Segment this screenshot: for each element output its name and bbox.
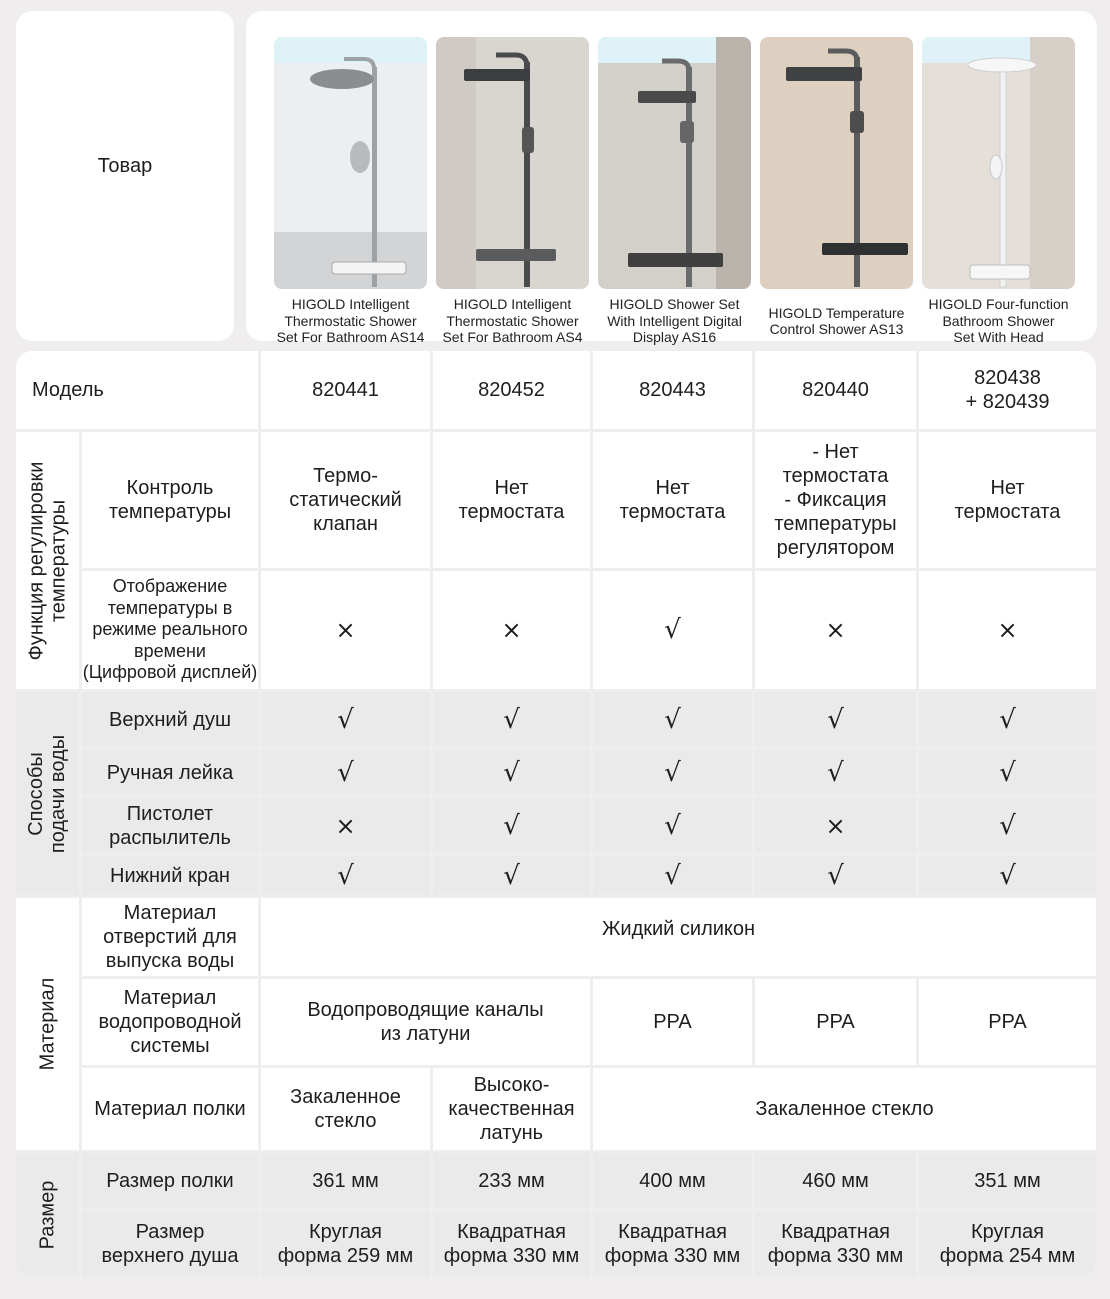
temp-display-mark: × xyxy=(261,571,430,689)
head-size-value: Квадратная форма 330 мм xyxy=(755,1211,916,1277)
shelf-material-value: Закаленное стекло xyxy=(593,1068,1096,1150)
head-size-value: Квадратная форма 330 мм xyxy=(433,1211,590,1277)
holes-material-label: Материал отверстий для выпуска воды xyxy=(82,898,258,976)
product-name-5: HIGOLD Four-function Bathroom Shower Set With Head xyxy=(928,296,1069,346)
water-mark: √ xyxy=(261,856,430,895)
model-value: 820440 xyxy=(755,351,916,429)
product-name-1: HIGOLD Intelligent Thermostatic Shower Set For Bathroom AS14 xyxy=(276,296,425,346)
water-mark: × xyxy=(755,798,916,853)
shelf-material-value: Высоко- качественная латунь xyxy=(433,1068,590,1150)
product-image-5 xyxy=(922,37,1075,289)
temp-control-value: Нет термостата xyxy=(919,432,1096,568)
water-mark: √ xyxy=(261,692,430,747)
head-size-value: Круглая форма 259 мм xyxy=(261,1211,430,1277)
temp-control-label: Контроль температуры xyxy=(82,432,258,568)
shelf-size-value: 400 мм xyxy=(593,1153,752,1208)
water-mark: √ xyxy=(919,750,1096,795)
water-group-label: Способы подачи воды xyxy=(16,692,79,895)
water-mark: √ xyxy=(433,750,590,795)
product-name-3: HIGOLD Shower Set With Intelligent Digital Display AS16 xyxy=(607,296,742,346)
product-label: Товар xyxy=(97,154,153,177)
model-value: 820438 + 820439 xyxy=(919,351,1096,429)
water-row-label: Нижний кран xyxy=(82,856,258,895)
shelf-material-value: Закаленное стекло xyxy=(261,1068,430,1150)
product-image-2 xyxy=(436,37,589,289)
water-row-label: Ручная лейка xyxy=(82,750,258,795)
temp-display-mark: × xyxy=(755,571,916,689)
shelf-size-value: 460 мм xyxy=(755,1153,916,1208)
temp-control-value: - Нет термостата - Фиксация температуры регулятором xyxy=(755,432,916,568)
water-row-label: Верхний душ xyxy=(82,692,258,747)
temp-control-value: Нет термостата xyxy=(593,432,752,568)
product-label-card xyxy=(16,11,234,341)
shelf-material-label: Материал полки xyxy=(82,1068,258,1150)
temp-control-value: Термо- статический клапан xyxy=(261,432,430,568)
temp-display-mark: √ xyxy=(593,571,752,689)
product-name-2: HIGOLD Intelligent Thermostatic Shower Set For Bathroom AS4 xyxy=(442,296,583,346)
water-row-label: Пистолет распылитель xyxy=(82,798,258,853)
water-mark: × xyxy=(261,798,430,853)
water-mark: √ xyxy=(593,798,752,853)
water-mark: √ xyxy=(919,798,1096,853)
shelf-size-label: Размер полки xyxy=(82,1153,258,1208)
product-images-card xyxy=(246,11,1097,346)
holes-material-value: Жидкий силикон xyxy=(261,898,1096,960)
material-group-label: Материал xyxy=(16,898,79,1150)
water-mark: √ xyxy=(755,750,916,795)
shelf-size-value: 351 мм xyxy=(919,1153,1096,1208)
product-image-1 xyxy=(274,37,427,289)
plumbing-material-value: PPA xyxy=(755,979,916,1065)
product-image-4 xyxy=(760,37,913,289)
plumbing-material-label: Материал водопроводной системы xyxy=(82,979,258,1065)
shelf-size-value: 361 мм xyxy=(261,1153,430,1208)
product-name-4: HIGOLD Temperature Control Shower AS13 xyxy=(768,304,905,337)
model-value: 820441 xyxy=(261,351,430,429)
water-mark: √ xyxy=(593,750,752,795)
water-mark: √ xyxy=(919,856,1096,895)
head-size-value: Круглая форма 254 мм xyxy=(919,1211,1096,1277)
head-size-label: Размер верхнего душа xyxy=(82,1211,258,1277)
water-mark: √ xyxy=(593,856,752,895)
water-mark: √ xyxy=(261,750,430,795)
water-mark: √ xyxy=(755,856,916,895)
model-value: 820452 xyxy=(433,351,590,429)
holes-material-value-extension xyxy=(261,958,1096,976)
water-mark: √ xyxy=(433,856,590,895)
head-size-value: Квадратная форма 330 мм xyxy=(593,1211,752,1277)
model-value: 820443 xyxy=(593,351,752,429)
plumbing-material-value: Водопроводящие каналы из латуни xyxy=(261,979,590,1065)
water-mark: √ xyxy=(433,692,590,747)
water-mark: √ xyxy=(433,798,590,853)
water-mark: √ xyxy=(593,692,752,747)
temp-group-label: Функция регулировки температуры xyxy=(16,432,79,689)
temp-display-mark: × xyxy=(919,571,1096,689)
plumbing-material-value: PPA xyxy=(919,979,1096,1065)
size-group-label: Размер xyxy=(16,1153,79,1277)
water-mark: √ xyxy=(919,692,1096,747)
water-mark: √ xyxy=(755,692,916,747)
temp-display-label: Отображение температуры в режиме реального времени (Цифровой дисплей) xyxy=(82,571,258,689)
product-image-3 xyxy=(598,37,751,289)
temp-display-mark: × xyxy=(433,571,590,689)
temp-control-value: Нет термостата xyxy=(433,432,590,568)
plumbing-material-value: PPA xyxy=(593,979,752,1065)
model-label: Модель xyxy=(16,351,258,429)
shelf-size-value: 233 мм xyxy=(433,1153,590,1208)
